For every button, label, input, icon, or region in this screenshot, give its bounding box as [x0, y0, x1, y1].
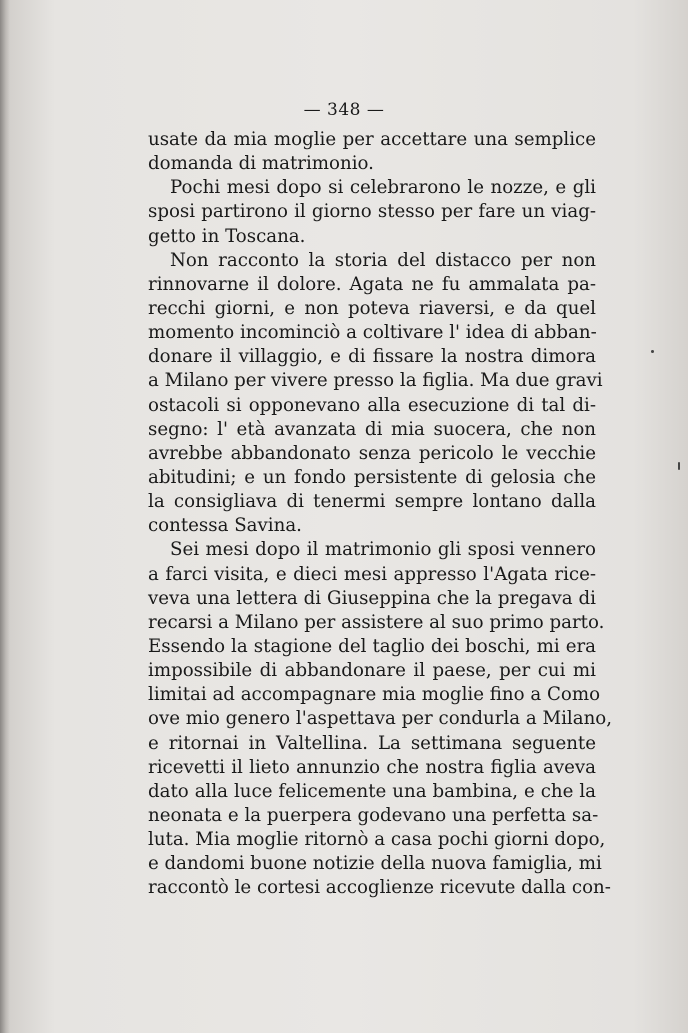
body-text: [148, 128, 613, 901]
text-line: rinnovarne il dolore. Agata ne fu ammalata pa-: [148, 273, 596, 295]
text-line: la consigliava di tenermi sempre lontano dalla: [148, 491, 596, 513]
text-line: Non racconto la storia del distacco per non: [170, 249, 596, 271]
text-line: domanda di matrimonio.: [148, 153, 374, 175]
ink-speck: [678, 462, 680, 470]
page-number: — 348 —: [303, 100, 385, 120]
text-line: e dandomi buone notizie della nuova famiglia, mi: [148, 853, 602, 875]
text-line: veva una lettera di Giuseppina che la pregava di: [148, 587, 596, 609]
ink-speck: [651, 350, 654, 353]
text-line: dato alla luce felicemente una bambina, e che la: [148, 780, 596, 802]
text-line: momento incominciò a coltivare l' idea di abban-: [148, 322, 597, 344]
text-line: limitai ad accompagnare mia moglie fino a Como: [148, 684, 601, 706]
text-line: impossibile di abbandonare il paese, per cui mi: [148, 660, 596, 682]
text-line: getto in Toscana.: [148, 225, 306, 247]
text-line: usate da mia moglie per accettare una semplice: [148, 129, 596, 150]
text-line: contessa Savina.: [148, 515, 302, 537]
text-line: recarsi a Milano per assistere al suo primo parto.: [148, 611, 605, 633]
text-line: raccontò le cortesi accoglienze ricevute dalla con-: [148, 877, 611, 899]
text-line: abitudini; e un fondo persistente di gelosia che: [148, 466, 596, 488]
text-line: luta. Mia moglie ritornò a casa pochi giorni dopo,: [148, 829, 606, 851]
text-line: Pochi mesi dopo si celebrarono le nozze, e gli: [170, 177, 596, 199]
text-line: Essendo la stagione del taglio dei boschi, mi era: [148, 635, 596, 657]
binding-shadow: [0, 0, 10, 1033]
text-line: a farci visita, e dieci mesi appresso l'Agata rice-: [148, 563, 596, 585]
text-line: ove mio genero l'aspettava per condurla a Milano,: [148, 708, 613, 730]
text-line: ostacoli si opponevano alla esecuzione di tal di-: [148, 394, 596, 416]
text-line: ricevetti il lieto annunzio che nostra figlia aveva: [148, 756, 596, 778]
text-line: sposi partirono il giorno stesso per fare un viag-: [148, 201, 596, 223]
text-line: e ritornai in Valtellina. La settimana seguente: [148, 732, 596, 754]
text-line: recchi giorni, e non poteva riaversi, e da quel: [148, 297, 596, 319]
text-line: donare il villaggio, e di fissare la nostra dimora: [148, 346, 596, 368]
text-line: Sei mesi dopo il matrimonio gli sposi vennero: [170, 539, 596, 561]
text-line: segno: l' età avanzata di mia suocera, che non: [148, 418, 596, 440]
text-line: a Milano per vivere presso la figlia. Ma due gravi: [148, 370, 603, 392]
text-line: neonata e la puerpera godevano una perfetta sa-: [148, 804, 599, 826]
text-line: avrebbe abbandonato senza pericolo le vecchie: [148, 442, 596, 464]
